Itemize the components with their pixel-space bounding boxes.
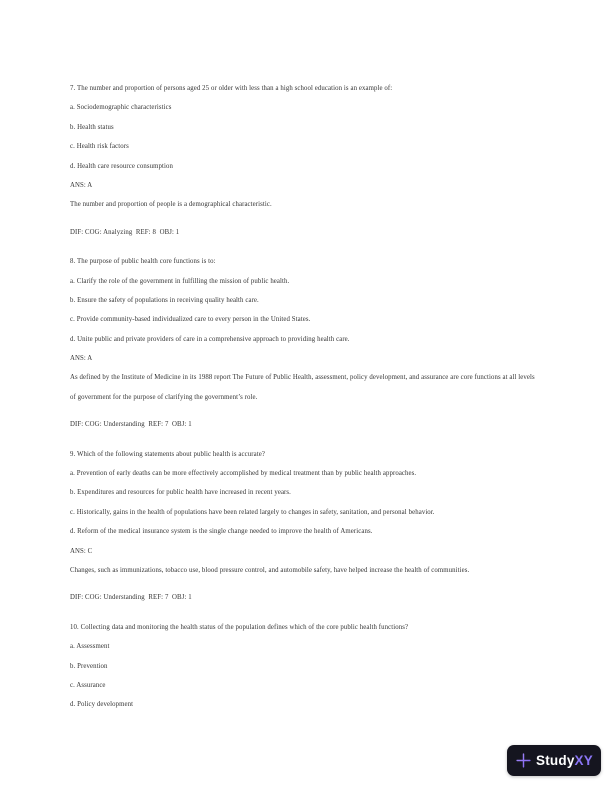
document-page [70,79,610,715]
answer-line: ANS: A [70,355,93,363]
answer-option-b: b. Health status [70,123,114,131]
plus-icon [515,752,532,769]
answer-line: ANS: C [70,547,93,555]
answer-option-c: c. Provide community-based individualized care to every person in the United States. [70,316,311,324]
brand-study-label: Study [536,752,575,768]
answer-option-c: c. Historically, gains in the health of populations have been related largely to changes in safety, sanitation, and personal behavior. [70,508,435,516]
answer-option-a: a. Assessment [70,643,110,651]
brand-xy-label: XY [574,752,593,768]
question-block-7 [70,79,610,242]
question-stem: 7. The number and proportion of persons aged 25 or older with less than a high school education is an example of: [70,85,393,92]
rationale-line: Changes, such as immunizations, tobacco use, blood pressure control, and automobile safety, have helped increase the health of communities. [70,566,470,574]
question-stem: 8. The purpose of public health core functions is to: [70,258,216,266]
answer-option-a: a. Clarify the role of the government in fulfilling the mission of public health. [70,277,290,285]
dif-line: DIF: COG: Understanding REF: 7 OBJ: 1 [70,594,192,602]
dif-line: DIF: COG: Understanding REF: 7 OBJ: 1 [70,421,192,429]
question-stem: 10. Collecting data and monitoring the health status of the population defines which of the core public health functions? [70,623,409,631]
answer-option-b: b. Prevention [70,662,108,670]
answer-option-a: a. Sociodemographic characteristics [70,104,172,112]
rationale-line: of government for the purpose of clarifying the government’s role. [70,393,258,401]
answer-option-a: a. Prevention of early deaths can be more effectively accomplished by medical treatment than by public health approaches. [70,470,417,478]
rationale-line: As defined by the Institute of Medicine in its 1988 report The Future of Public Health, assessment, policy development, and assurance are core functions at all levels [70,374,535,382]
answer-line: ANS: A [70,181,93,189]
answer-option-d: d. Policy development [70,701,134,709]
answer-option-b: b. Ensure the safety of populations in receiving quality health care. [70,296,259,304]
question-block-10 [70,618,610,715]
answer-option-d: d. Health care resource consumption [70,162,173,170]
brand-wordmark [536,754,593,768]
question-block-8 [70,252,610,435]
answer-option-d: d. Reform of the medical insurance system is the single change needed to improve the health of Americans. [70,528,373,536]
answer-option-c: c. Assurance [70,681,106,689]
studyxy-watermark-badge[interactable] [507,745,601,776]
question-block-9 [70,445,610,608]
question-stem: 9. Which of the following statements about public health is accurate? [70,450,265,458]
answer-option-c: c. Health risk factors [70,143,129,151]
answer-option-b: b. Expenditures and resources for public health have increased in recent years. [70,489,291,497]
dif-line: DIF: COG: Analyzing REF: 8 OBJ: 1 [70,228,180,236]
rationale-line: The number and proportion of people is a demographical characteristic. [70,201,272,209]
answer-option-d: d. Unite public and private providers of care in a comprehensive approach to providing health care. [70,335,350,343]
